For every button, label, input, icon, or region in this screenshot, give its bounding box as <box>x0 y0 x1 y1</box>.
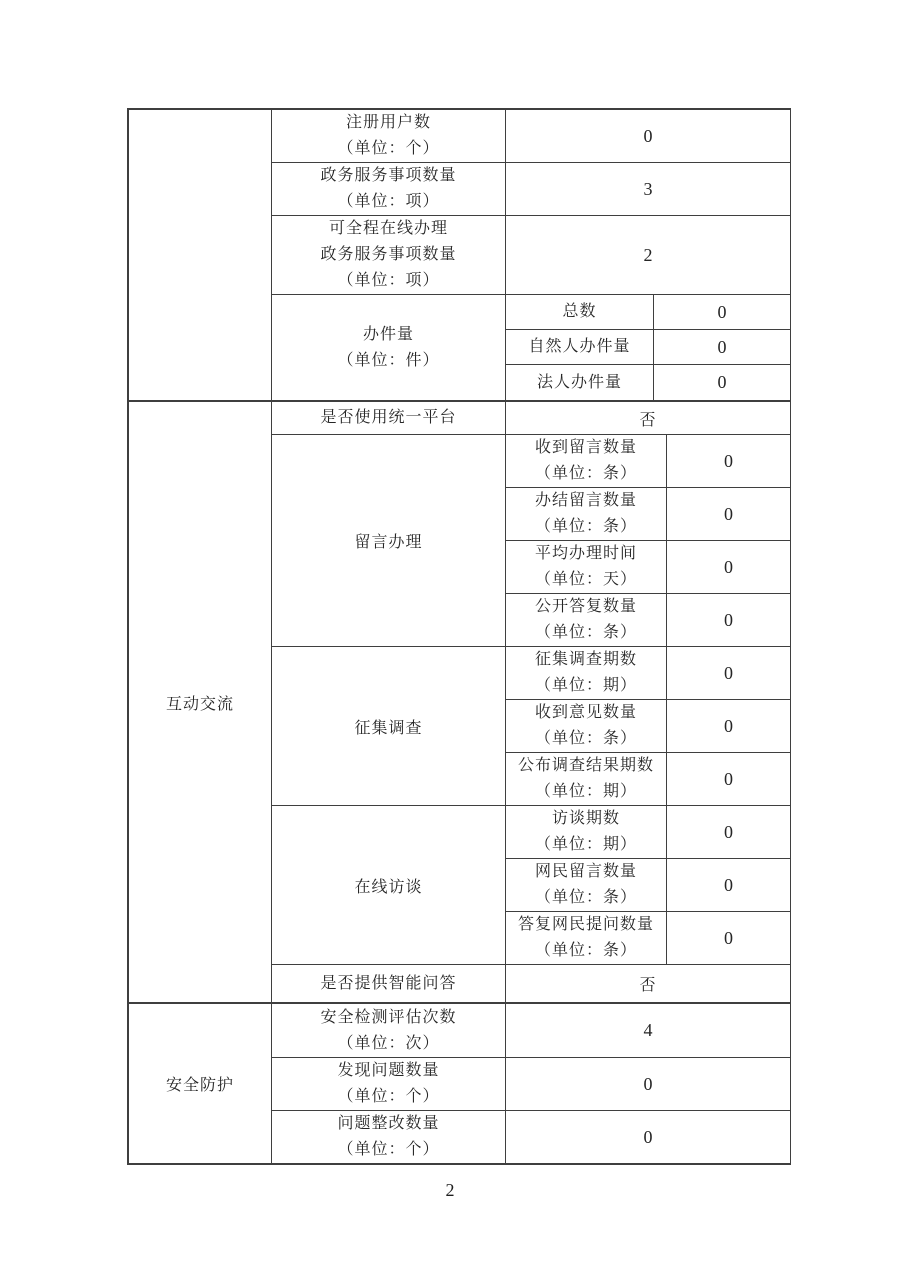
row-label: 政务服务事项数量 <box>320 167 457 184</box>
row-value: 0 <box>506 1058 791 1111</box>
row-value: 2 <box>506 216 791 295</box>
group-label-cell <box>272 295 506 401</box>
subrow-unit: （单位：天） <box>534 571 637 588</box>
subrow-label: 法人办件量 <box>506 365 654 401</box>
report-table <box>127 108 791 1165</box>
subrow-value: 0 <box>654 330 791 365</box>
row-label-cell <box>272 163 506 216</box>
subrow-value: 0 <box>667 700 791 753</box>
row-label-cell <box>272 110 506 163</box>
subrow-unit: （单位：条） <box>534 518 637 535</box>
row-value: 0 <box>506 1111 791 1164</box>
subrow-value: 0 <box>667 594 791 647</box>
subrow-label: 收到意见数量 <box>534 704 637 721</box>
row-label: 是否使用统一平台 <box>272 402 506 435</box>
group-label: 征集调查 <box>272 647 506 806</box>
subrow-label-cell <box>506 488 667 541</box>
row-value: 3 <box>506 163 791 216</box>
row-label: 发现问题数量 <box>337 1062 440 1079</box>
subrow-label: 公布调查结果期数 <box>517 757 654 774</box>
table-row <box>129 1004 791 1058</box>
subrow-value: 0 <box>654 295 791 330</box>
subrow-label: 平均办理时间 <box>534 545 637 562</box>
row-label: 安全检测评估次数 <box>320 1008 457 1026</box>
row-label: 政务服务事项数量 <box>320 246 457 263</box>
subrow-label: 网民留言数量 <box>534 863 637 880</box>
row-unit: （单位：项） <box>337 193 440 210</box>
row-label-cell <box>272 1111 506 1164</box>
subrow-label: 总数 <box>506 295 654 330</box>
subrow-label-cell <box>506 594 667 647</box>
subrow-value: 0 <box>667 435 791 488</box>
subrow-label-cell <box>506 647 667 700</box>
row-value: 否 <box>506 965 791 1003</box>
row-value: 4 <box>506 1004 791 1058</box>
subrow-unit: （单位：条） <box>534 730 637 747</box>
group-label: 留言办理 <box>272 435 506 647</box>
subrow-label-cell <box>506 806 667 859</box>
row-unit: （单位：个） <box>337 1088 440 1105</box>
row-unit: （单位：项） <box>337 272 440 289</box>
table-row <box>129 402 791 435</box>
subrow-label: 自然人办件量 <box>506 330 654 365</box>
subrow-label-cell <box>506 435 667 488</box>
subrow-label: 收到留言数量 <box>534 439 637 456</box>
group-label: 在线访谈 <box>272 806 506 965</box>
group-label: 办件量 <box>362 325 414 343</box>
row-label-cell <box>272 1058 506 1111</box>
subrow-label: 答复网民提问数量 <box>517 916 654 933</box>
subrow-value: 0 <box>667 647 791 700</box>
subrow-value: 0 <box>667 541 791 594</box>
table-row <box>129 110 791 163</box>
report-table-section-3 <box>128 1003 791 1164</box>
subrow-unit: （单位：条） <box>534 942 637 959</box>
category-cell: 互动交流 <box>129 402 272 1003</box>
row-unit: （单位：次） <box>337 1034 440 1052</box>
subrow-value: 0 <box>667 859 791 912</box>
row-value: 否 <box>506 402 791 435</box>
subrow-value: 0 <box>667 806 791 859</box>
row-unit: （单位：个） <box>337 1141 440 1158</box>
row-value: 0 <box>506 110 791 163</box>
subrow-label-cell <box>506 541 667 594</box>
row-label-top: 可全程在线办理 <box>328 220 448 237</box>
row-label-cell <box>272 1004 506 1058</box>
subrow-label-cell <box>506 912 667 965</box>
subrow-label: 办结留言数量 <box>534 492 637 509</box>
row-label-cell <box>272 216 506 295</box>
row-label: 注册用户数 <box>345 114 431 131</box>
subrow-unit: （单位：条） <box>534 624 637 641</box>
subrow-label-cell <box>506 700 667 753</box>
subrow-unit: （单位：条） <box>534 889 637 906</box>
subrow-label: 访谈期数 <box>551 810 620 827</box>
page-number: 2 <box>445 1180 455 1200</box>
category-cell: 安全防护 <box>129 1004 272 1164</box>
subrow-label: 公开答复数量 <box>534 598 637 615</box>
row-label: 问题整改数量 <box>337 1115 440 1132</box>
subrow-value: 0 <box>667 912 791 965</box>
subrow-unit: （单位：期） <box>534 836 637 853</box>
report-table-section-1 <box>128 109 791 401</box>
subrow-unit: （单位：条） <box>534 465 637 482</box>
category-cell <box>129 110 272 401</box>
subrow-label-cell <box>506 859 667 912</box>
subrow-unit: （单位：期） <box>534 783 637 800</box>
subrow-label: 征集调查期数 <box>534 651 637 668</box>
subrow-value: 0 <box>654 365 791 401</box>
row-unit: （单位：个） <box>337 140 440 157</box>
subrow-label-cell <box>506 753 667 806</box>
row-label: 是否提供智能问答 <box>272 965 506 1003</box>
subrow-unit: （单位：期） <box>534 677 637 694</box>
group-unit: （单位：件） <box>337 351 440 369</box>
subrow-value: 0 <box>667 488 791 541</box>
report-table-section-2 <box>128 401 791 1003</box>
subrow-value: 0 <box>667 753 791 806</box>
